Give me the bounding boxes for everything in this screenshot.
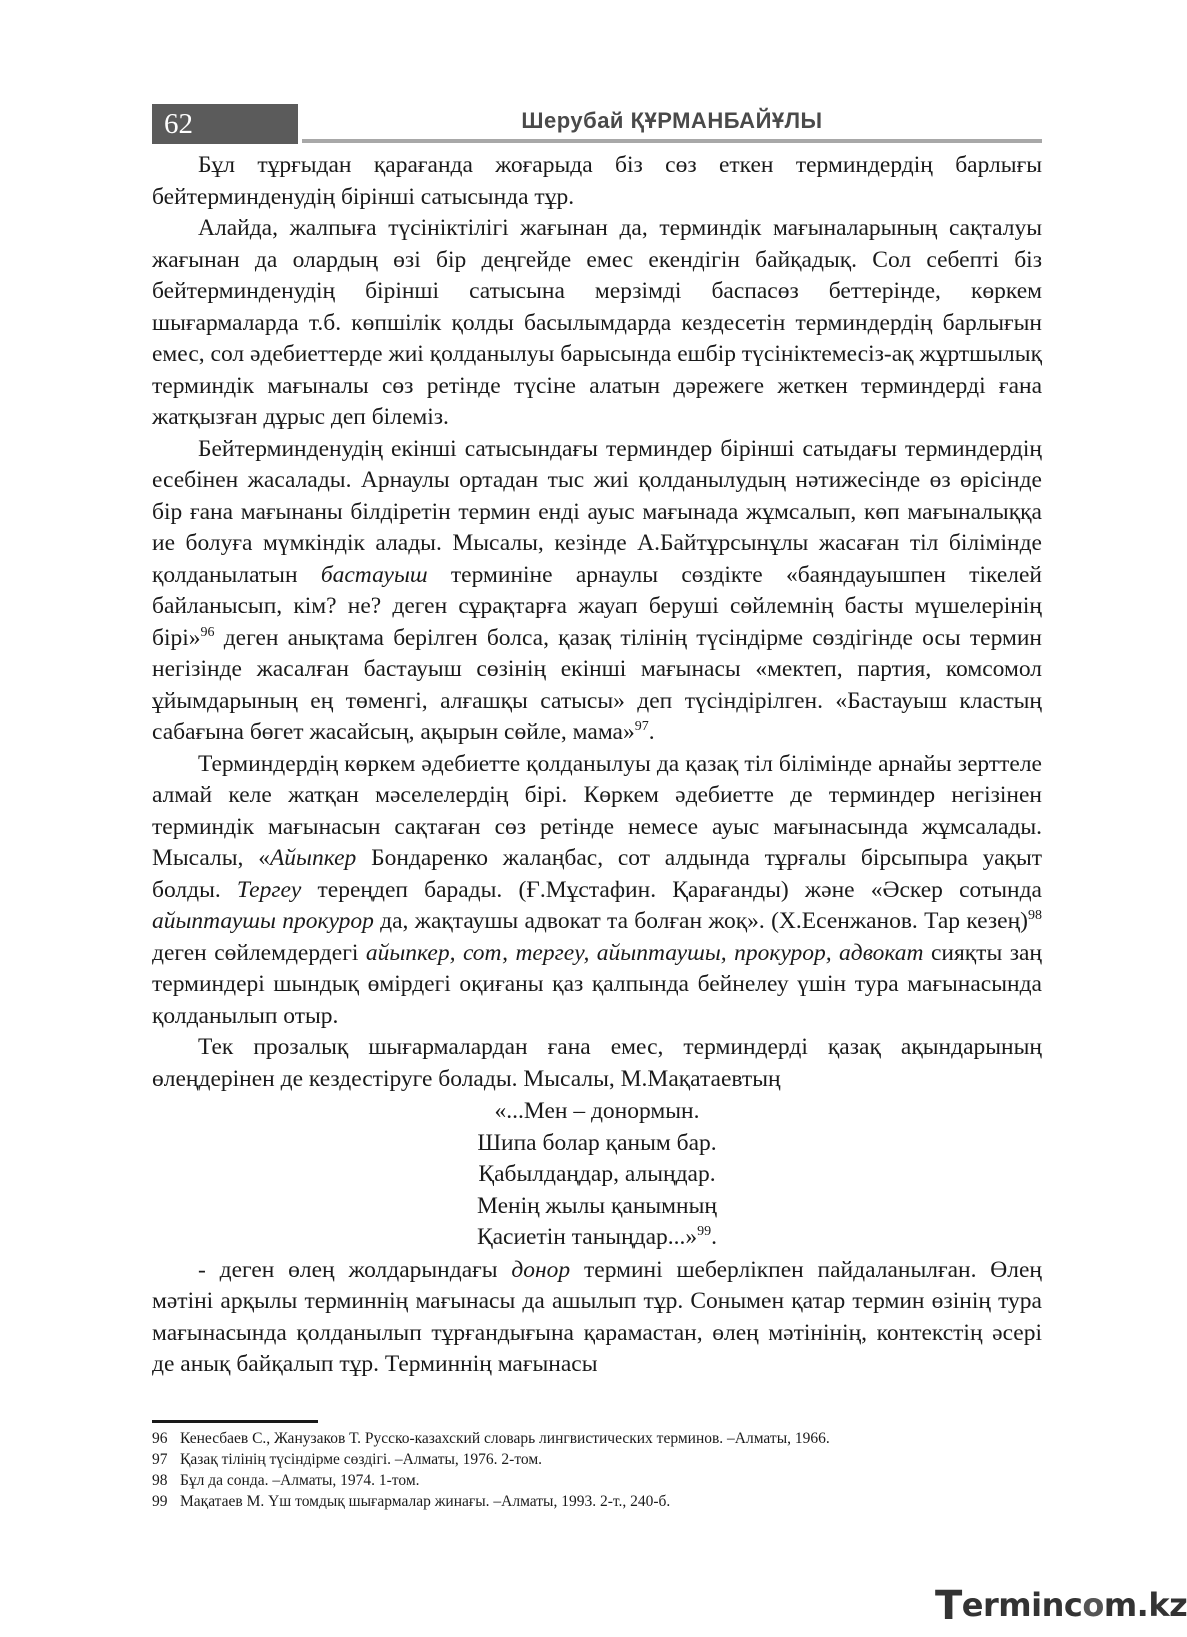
termincom-watermark-logo: Termincom.kz: [935, 1583, 1187, 1629]
running-head-author: Шерубай ҚҰРМАНБАЙҰЛЫ: [521, 108, 823, 133]
italic-term: бастауыш: [320, 561, 428, 588]
footnote-ref: 99: [697, 1224, 712, 1240]
poem-line: Менің жылы қанымның: [476, 1192, 717, 1219]
page-number: 62: [152, 104, 298, 144]
poem-line: Шипа болар қаным бар.: [477, 1129, 717, 1156]
poem-quote: [152, 1096, 1042, 1254]
body-text: [152, 150, 1042, 1381]
paragraph-2: Алайда, жалпыға түсініктілігі жағынан да, терминдік мағыналарының сақталуы жағынан да олардың өзі бір деңгейде емес екендігін байқадық. Сол себепті біз бейтерминденудің бірінші сатысына мерзімді баспасөз беттерінде, көркем шығармаларда т.б. көпшілік қолды басылымдарда кездесетін терминдердің барлығын емес, сол әдебиеттерде жиі қолданылуы барысында ешбір түсініктемесіз-ақ жұртшылық терминдік мағыналы сөз ретінде түсіне алатын дәрежеге жеткен терминдерді ғана жатқызған дұрыс деп білеміз.: [152, 215, 1042, 430]
italic-term: Айыпкер: [269, 845, 357, 871]
footnote-separator: [152, 1420, 318, 1423]
paragraph-1: Бұл тұрғыдан қарағанда жоғарыда біз сөз еткен терминдердің барлығы бейтерминденудің бірінші сатысында тұр.: [152, 152, 1042, 210]
footnote-ref: 96: [200, 624, 215, 640]
poem-line-last: Қасиетін таныңдар...»$^{99}$.: [476, 1224, 718, 1250]
footnotes: [152, 1428, 1042, 1512]
paragraph-5: Тек прозалық шығармалардан ғана емес, терминдерді қазақ ақындарының өлеңдерінен де кездестіруге болады. Мысалы, М.Мақатаевтың: [152, 1034, 1042, 1092]
italic-term: айыпкер, сот, тергеу, айыптаушы, прокурор, адвокат: [365, 939, 924, 966]
italic-term: Тергеу: [236, 876, 302, 903]
footnote-ref: 98: [1028, 908, 1043, 924]
poem-line: «...Мен – донормын.: [494, 1098, 700, 1124]
paragraph-6: - деген өлең жолдарындағы донор термині шеберлікпен пайдаланылған. Өлең мәтіні арқылы терминнің мағынасы да ашылып тұр. Сонымен қатар термин өзінің тура мағынасында қолданылып тұрғандығына қарамастан, өлең мәтінінің, контекстің әсері де анық байқалып тұр. Терминнің мағынасы: [152, 1256, 1042, 1377]
footnote: 98 Бұл да сонда. –Алматы, 1974. 1-том.: [152, 1472, 420, 1489]
footnote: 96 Кенесбаев С., Жанузаков Т. Русско-казахский словарь лингвистических терминов. –Алматы, 1966.: [152, 1430, 830, 1447]
footnote: 97 Қазақ тілінің түсіндірме сөздігі. –Алматы, 1976. 2-том.: [152, 1451, 543, 1468]
page-header: [152, 104, 1042, 146]
paragraph-3: Бейтерминденудің екінші сатысындағы терминдер бірінші сатыдағы терминдердің есебінен жасалады. Арнаулы ортадан тыс жиі қолданылудың нәтижесінде өз өрісінде бір ғана мағынаны білдіретін термин енді ауыс мағынада жұмсалып, көп мағыналыққа ие болуға мүмкіндік алады. Мысалы, кезінде А.Байтұрсынұлы жасаған тіл білімінде қолданылатын бастауыш терминіне арнаулы сөздікте «баяндауышпен тікелей байланысып, кім? не? деген сұрақтарға жауап беруші сөйлемнің басты мүшелерінің бірі»$^{96}$ деген анықтама берілген болса, қазақ тілінің түсіндірме сөздігінде осы термин негізінде жасалған бастауыш сөзінің екінші мағынасы «мектеп, партия, комсомол ұйымдарының ең төменгі, алғашқы сатысы» деп түсіндірілген. «Бастауыш кластың сабағына бөгет жасайсың, ақырын сөйле, мама»$^{97}$.: [152, 435, 1042, 745]
footnote: 99 Мақатаев М. Үш томдық шығармалар жинағы. –Алматы, 1993. 2-т., 240-б.: [152, 1493, 671, 1510]
paragraph-4: Терминдердің көркем әдебиетте қолданылуы да қазақ тіл білімінде арнайы зерттеле алмай келе жатқан мәселелердің бірі. Көркем әдебиетте де терминдер негізінен терминдік мағынасын сақтаған сөз ретінде немесе ауыс мағынасында жұмсалады. Мысалы, «Айыпкер Бондаренко жалаңбас, сот алдында тұрғалы бірсыпыра уақыт болды. Тергеу тереңдеп барады. (Ғ.Мұстафин. Қарағанды) және «Әскер сотында айыптаушы прокурор да, жақтаушы адвокат та болған жоқ». (Х.Есенжанов. Тар кезең)$^{98}$ деген сөйлемдердегі айыпкер, сот, тергеу, айыптаушы, прокурор, адвокат сияқты заң терминдері шындық өмірдегі оқиғаны қаз қалпында бейнелеу үшін тура мағынасында қолданылып отыр.: [152, 750, 1043, 1029]
header-rule: [302, 139, 1042, 143]
poem-line: Қабылдаңдар, алыңдар.: [478, 1161, 716, 1187]
footnote-ref: 97: [634, 719, 649, 735]
italic-term: донор: [511, 1256, 571, 1283]
italic-term: айыптаушы прокурор: [152, 908, 374, 934]
